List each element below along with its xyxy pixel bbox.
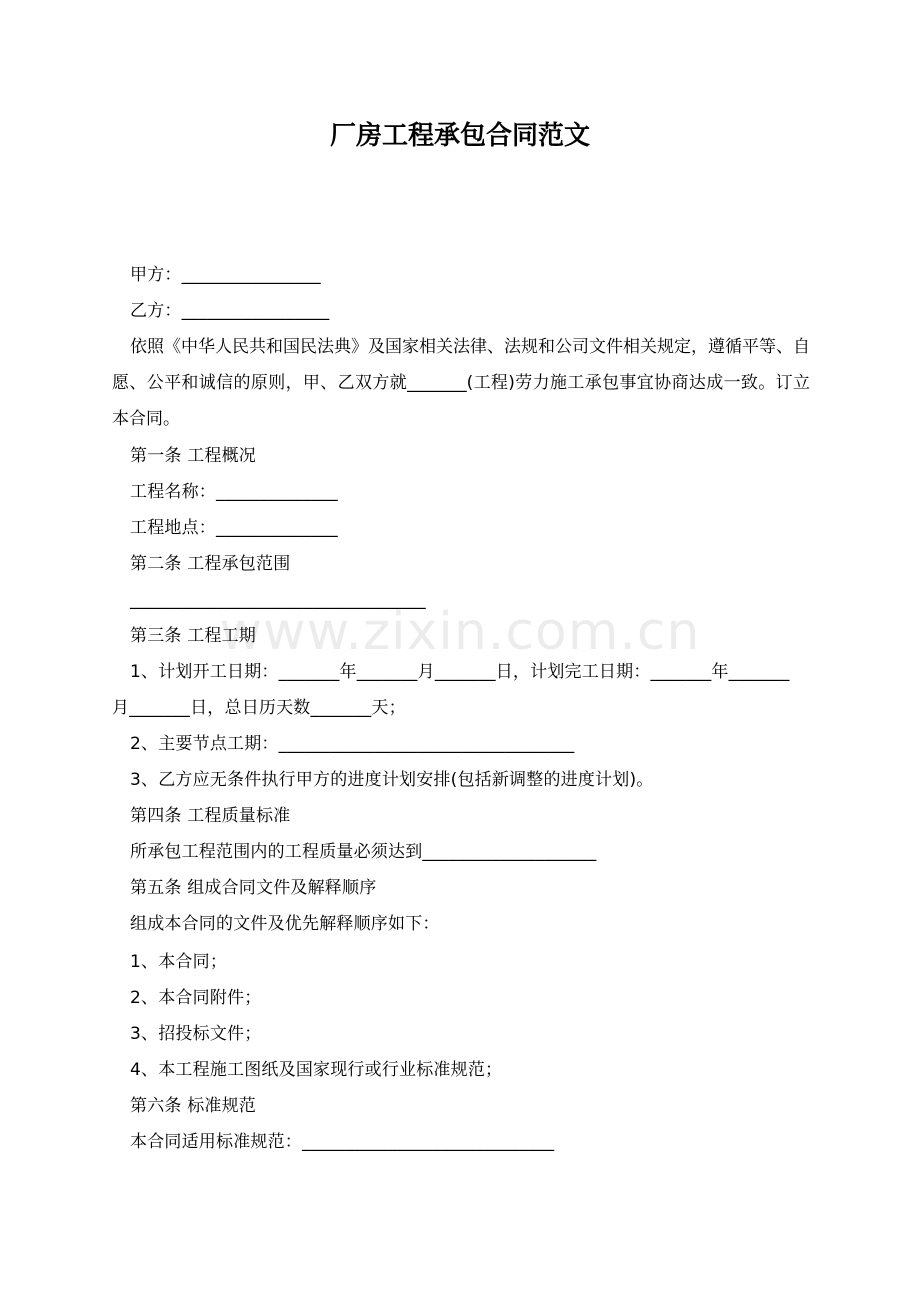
party-a-line: 甲方：________________ — [130, 265, 321, 285]
preamble-paragraph: 依照《中华人民共和国民法典》及国家相关法律、法规和公司文件相关规定，遵循平等、自愿、公平和诚信的原则，甲、乙双方就_______(工程)劳力施工承包事宜协商达成一致。订立本合同。 — [112, 337, 810, 429]
schedule-item-3: 3、乙方应无条件执行甲方的进度计划安排(包括新调整的进度计划)。 — [130, 770, 654, 790]
docs-intro-line: 组成本合同的文件及优先解释顺序如下： — [130, 914, 440, 934]
article-6-heading: 第六条 标准规范 — [130, 1096, 257, 1116]
article-2-heading: 第二条 工程承包范围 — [130, 554, 291, 574]
document-title: 厂房工程承包合同范文 — [329, 121, 590, 151]
project-location-line: 工程地点：______________ — [130, 518, 338, 538]
party-b-line: 乙方：_________________ — [130, 301, 330, 321]
doc-item-2: 2、本合同附件； — [130, 988, 262, 1008]
watermark-text: www.zixin.com.cn — [219, 602, 701, 662]
standards-line: 本合同适用标准规范：_____________________________ — [130, 1132, 555, 1152]
doc-item-1: 1、本合同； — [130, 952, 228, 972]
schedule-item-1b: 月_______日，总日历天数_______天； — [112, 698, 406, 718]
scope-blank-line: __________________________________ — [130, 590, 426, 610]
article-4-heading: 第四条 工程质量标准 — [130, 806, 291, 826]
doc-item-4: 4、本工程施工图纸及国家现行或行业标准规范； — [130, 1060, 503, 1080]
schedule-item-2: 2、主要节点工期：__________________________________ — [130, 734, 575, 754]
quality-line: 所承包工程范围内的工程质量必须达到____________________ — [130, 842, 597, 862]
schedule-item-1a: 1、计划开工日期：_______年_______月_______日，计划完工日期：_______年_______ — [130, 662, 790, 682]
article-3-heading: 第三条 工程工期 — [130, 626, 257, 646]
article-5-heading: 第五条 组成合同文件及解释顺序 — [130, 878, 377, 898]
doc-item-3: 3、招投标文件； — [130, 1024, 262, 1044]
project-name-line: 工程名称：______________ — [130, 482, 338, 502]
article-1-heading: 第一条 工程概况 — [130, 446, 257, 466]
